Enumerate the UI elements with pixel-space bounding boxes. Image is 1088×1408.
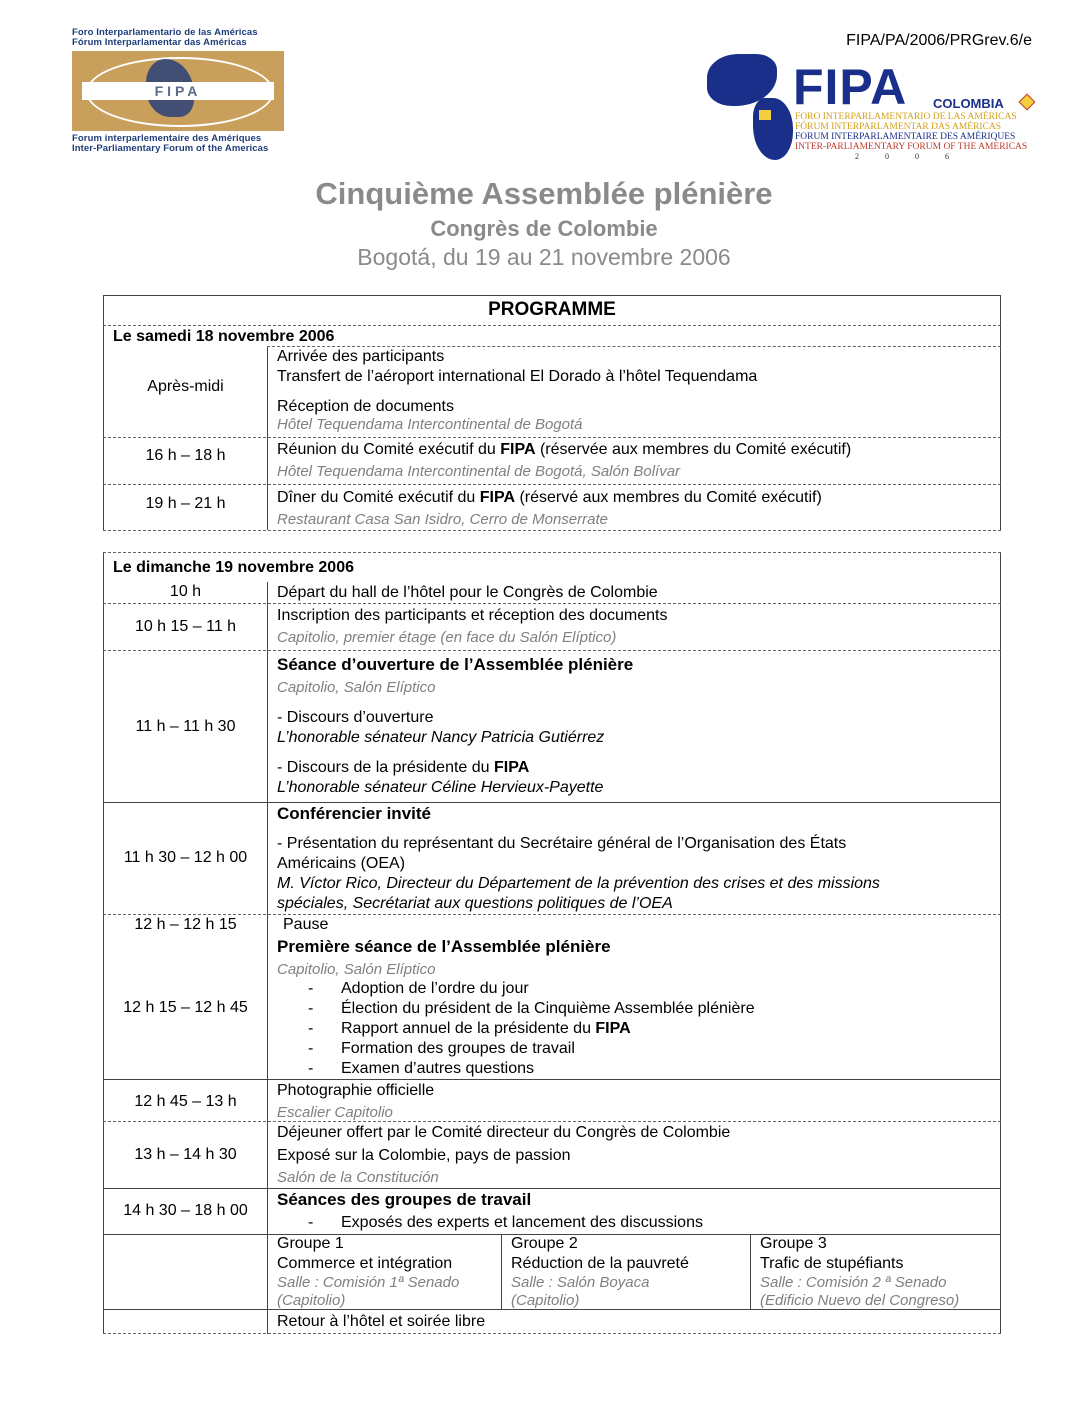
time-cell: 12 h 45 – 13 h [134,1093,237,1110]
bullet-dash: - [308,1040,314,1057]
session-title: Séances des groupes de travail [277,1190,532,1209]
logo-left-name: FIPA [154,83,202,99]
agenda-item: Formation des groupes de travail [341,1040,575,1057]
logo-right-l1: FORO INTERPARLAMENTARIO DE LAS AMÉRICAS [795,112,1017,122]
group-theme: Réduction de la pauvreté [511,1255,689,1272]
day2-label: Le dimanche 19 novembre 2006 [113,559,354,576]
entry-text: Déjeuner offert par le Comité directeur du Congrès de Colombie [277,1124,731,1141]
agenda-item: Examen d’autres questions [341,1060,534,1077]
entry-location: Capitolio, premier étage (en face du Salón Elíptico) [277,629,617,646]
day1-label: Le samedi 18 novembre 2006 [113,328,335,345]
time-cell: 11 h – 11 h 30 [135,718,236,735]
session-title: Première séance de l’Assemblée plénière [277,937,611,956]
time-cell: 12 h 15 – 12 h 45 [123,999,248,1016]
entry-text: Dîner du Comité exécutif du FIPA (réservé aux membres du Comité exécutif) [277,489,822,506]
bullet-dash: - [308,1020,314,1037]
logo-right-name: FIPA [793,59,908,115]
entry-location: Hôtel Tequendama Intercontinental de Bogotá [277,416,583,433]
entry-location: Capitolio, Salón Elíptico [277,961,436,978]
time-cell: 14 h 30 – 18 h 00 [123,1202,248,1219]
entry-location: Salón de la Constitución [277,1169,439,1186]
entry-text: Photographie officielle [277,1082,435,1099]
logo-left-top1: Foro Interparlamentario de las Américas [72,27,258,38]
agenda-item: Rapport annuel de la présidente du FIPA [341,1020,631,1037]
logo-left-bot1: Forum interparlementaire des Amériques [72,133,262,144]
entry-text: - Présentation du représentant du Secrétaire général de l’Organisation des États [277,835,847,852]
group-building: (Edificio Nuevo del Congreso) [760,1292,960,1309]
entry-location: Escalier Capitolio [277,1104,393,1121]
agenda-item: Adoption de l’ordre du jour [341,980,529,997]
bullet-dash: - [308,1060,314,1077]
time-cell: 16 h – 18 h [145,447,226,464]
entry-location: Capitolio, Salón Elíptico [277,679,436,696]
diamond-icon [1019,94,1036,111]
document-reference: FIPA/PA/2006/PRGrev.6/e [846,32,1032,49]
time-cell: 12 h – 12 h 15 [134,916,237,933]
entry-location: Hôtel Tequendama Intercontinental de Bogotá, Salón Bolívar [277,463,681,480]
fipa-logo-left [72,28,284,154]
page-dates: Bogotá, du 19 au 21 novembre 2006 [357,244,731,270]
entry-text: - Discours d’ouverture [277,709,434,726]
bullet-dash: - [308,1000,314,1017]
logo-left-top2: Fórum Interparlamentar das Américas [72,37,247,48]
speaker-name: spéciales, Secrétariat aux questions politiques de l’OEA [277,895,673,912]
time-cell: Après-midi [147,378,224,395]
group-room: Salle : Comisión 2 ª Senado [760,1274,947,1291]
time-cell: 19 h – 21 h [145,495,226,512]
programme-heading: PROGRAMME [488,299,616,320]
time-cell: 10 h [169,583,202,600]
entry-text: Réception de documents [277,398,454,415]
group-theme: Trafic de stupéfiants [760,1255,904,1272]
session-title: Séance d’ouverture de l’Assemblée plénière [277,655,634,674]
page-title: Cinquième Assemblée plénière [315,176,773,211]
group-building: (Capitolio) [277,1292,346,1309]
logo-right-year: 2006 [855,152,975,161]
entry-text: Pause [283,916,329,933]
entry-text: Départ du hall de l’hôtel pour le Congrès de Colombie [277,584,658,601]
group-room: Salle : Salón Boyaca [511,1274,650,1291]
bullet-dash: - [308,1214,314,1231]
entry-text: Retour à l’hôtel et soirée libre [277,1313,486,1330]
logo-right-l2: FÓRUM INTERPARLAMENTAR DAS AMÉRICAS [795,122,1002,132]
group-name: Groupe 1 [277,1235,344,1252]
page-subtitle: Congrès de Colombie [430,216,658,241]
agenda-item: Exposés des experts et lancement des discussions [341,1214,703,1231]
logo-right-l4: INTER-PARLIAMENTARY FORUM OF THE AMERICAS [795,142,1028,152]
globe-emblem [72,51,284,131]
group-building: (Capitolio) [511,1292,580,1309]
session-title: Conférencier invité [277,804,431,823]
time-cell: 13 h – 14 h 30 [134,1146,237,1163]
group-name: Groupe 2 [511,1235,578,1252]
entry-text: Américains (OEA) [277,855,406,872]
agenda-item: Élection du président de la Cinquième Assemblée plénière [341,1000,755,1017]
entry-text: Inscription des participants et réception des documents [277,607,668,624]
entry-text: Réunion du Comité exécutif du FIPA (réservée aux membres du Comité exécutif) [277,441,852,458]
speaker-name: L’honorable sénateur Céline Hervieux-Payette [277,779,604,796]
fipa-colombia-logo [705,48,1035,164]
group-room: Salle : Comisión 1ª Senado [277,1274,460,1291]
entry-location: Restaurant Casa San Isidro, Cerro de Monserrate [277,511,608,528]
bullet-dash: - [308,980,314,997]
entry-text: Arrivée des participants [277,348,445,365]
entry-text: - Discours de la présidente du FIPA [277,759,530,776]
entry-text: Exposé sur la Colombie, pays de passion [277,1147,571,1164]
speaker-name: M. Víctor Rico, Directeur du Département de la prévention des crises et des missions [277,875,880,892]
entry-text: Transfert de l’aéroport international El Dorado à l’hôtel Tequendama [277,368,758,385]
time-cell: 11 h 30 – 12 h 00 [123,849,248,866]
group-name: Groupe 3 [760,1235,827,1252]
time-cell: 10 h 15 – 11 h [134,618,237,635]
group-theme: Commerce et intégration [277,1255,453,1272]
speaker-name: L’honorable sénateur Nancy Patricia Gutiérrez [277,729,605,746]
logo-left-bot2: Inter-Parliamentary Forum of the Americas [72,143,269,154]
logo-right-l3: FORUM INTERPARLAMENTAIRE DES AMÉRIQUES [795,132,1016,142]
logo-right-country: COLOMBIA [933,96,1004,111]
